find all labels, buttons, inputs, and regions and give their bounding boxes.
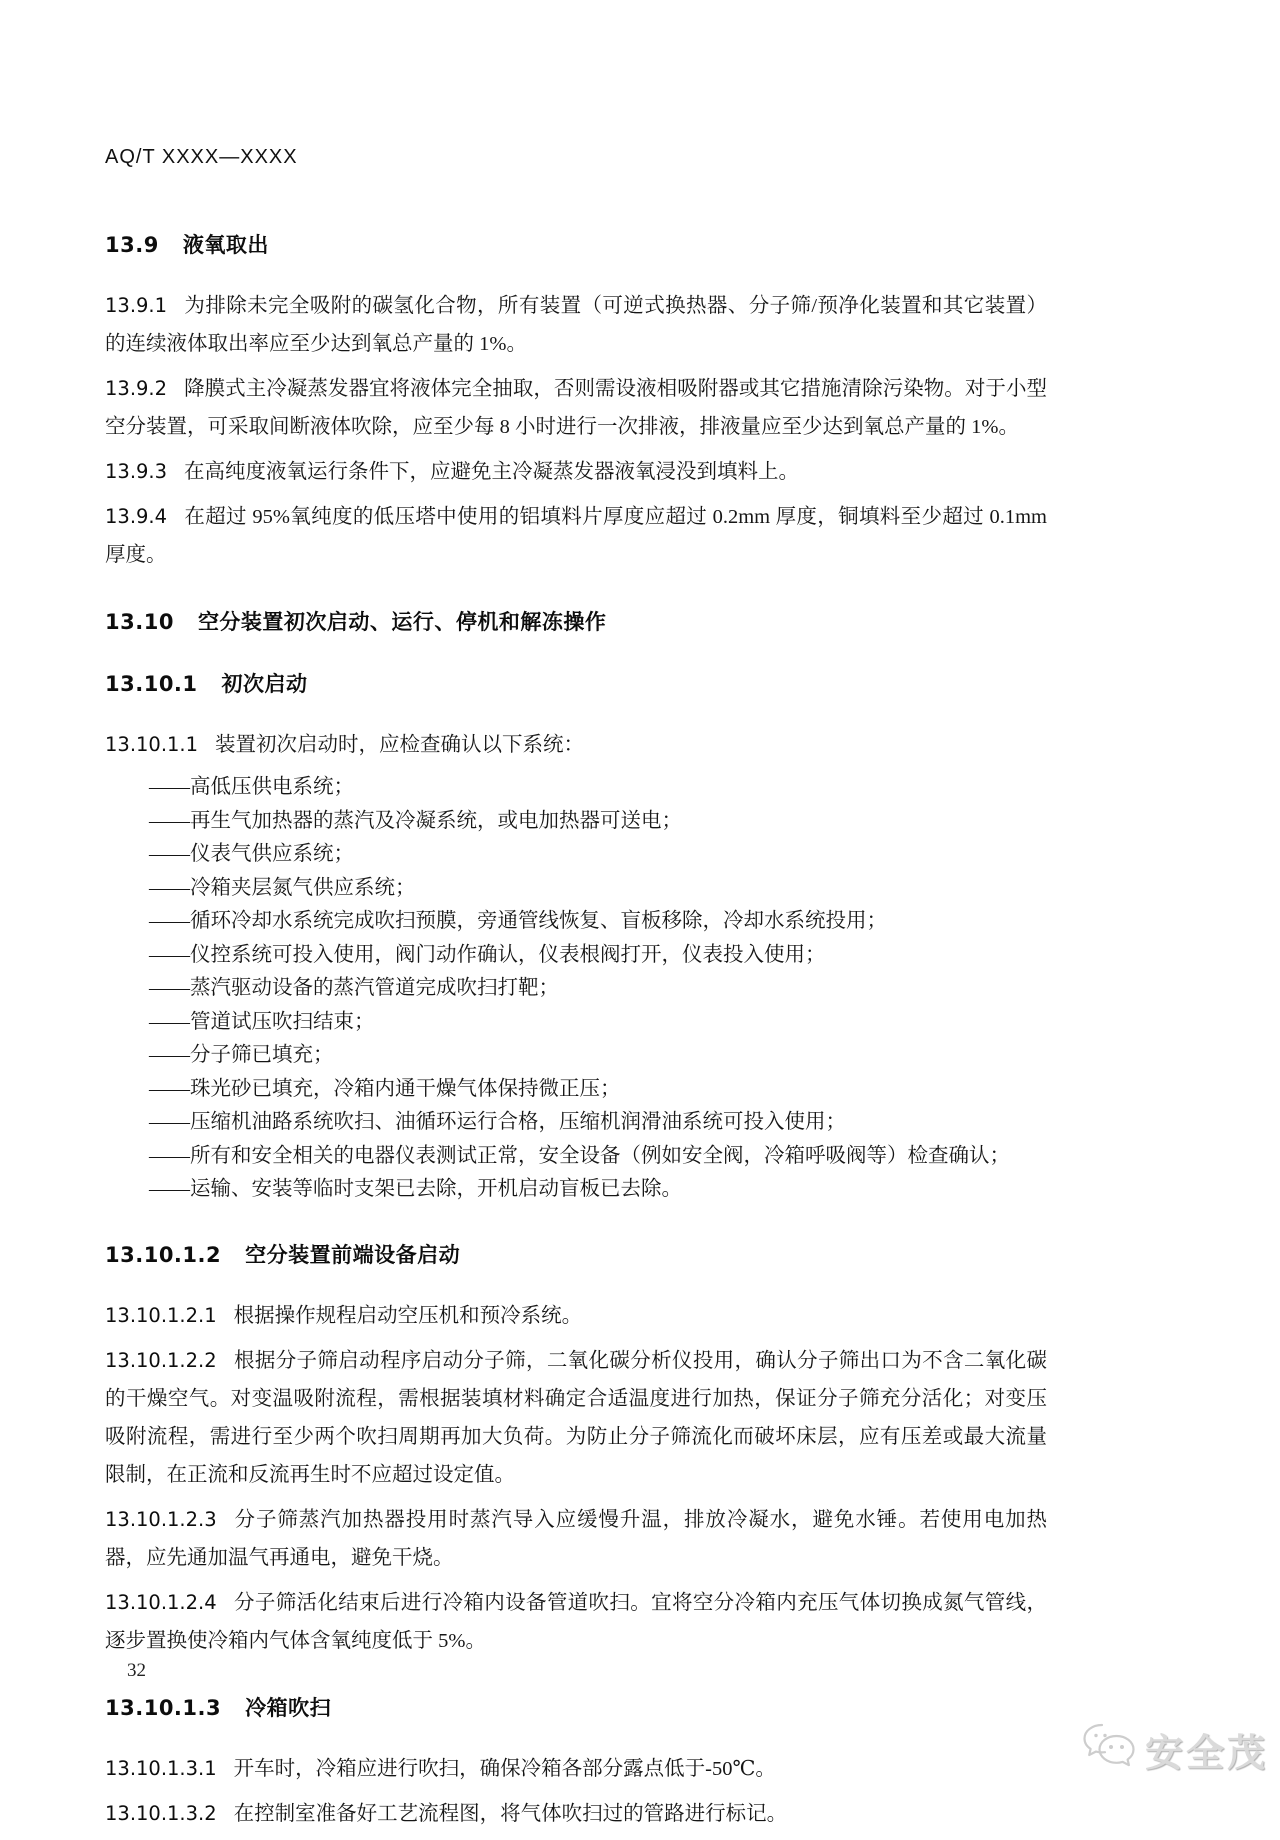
section-heading-13-10 [105,606,1047,636]
clause-13-9-2 [105,370,1047,446]
clause-13-10-1-2-4 [105,1584,1047,1660]
clause-text: 分子筛活化结束后进行冷箱内设备管道吹扫。宜将空分冷箱内充压气体切换成氮气管线，逐步置换使冷箱内气体含氧纯度低于 5%。 [105,1591,1047,1652]
clause-13-10-1-3-2 [105,1795,1047,1833]
watermark-text: 安全茂 [1145,1733,1269,1775]
checklist-item: ——珠光砂已填充，冷箱内通干燥气体保持微正压； [149,1077,621,1100]
clause-13-9-3 [105,453,1047,491]
standard-code-header: AQ/T XXXX—XXXX [105,146,298,168]
clause-number: 13.9.4 [105,505,168,528]
document-page-body [105,146,1047,1840]
clause-number: 13.10.1.1 [105,733,199,756]
clause-text: 根据分子筛启动程序启动分子筛，二氧化碳分析仪投用，确认分子筛出口为不含二氧化碳的干燥空气。对变温吸附流程，需根据装填材料确定合适温度进行加热，保证分子筛充分活化；对变压吸附流程，需进行至少两个吹扫周期再加大负荷。为防止分子筛流化而破坏床层，应有压差或最大流量限制，在正流和反流再生时不应超过设定值。 [105,1349,1047,1486]
clause-text: 在高纯度液氧运行条件下，应避免主冷凝蒸发器液氧浸没到填料上。 [184,461,800,483]
clause-number: 13.9.3 [105,460,168,483]
checklist-item: ——分子筛已填充； [149,1044,334,1066]
clause-text: 根据操作规程启动空压机和预冷系统。 [233,1304,583,1327]
checklist-item: ——仪控系统可投入使用，阀门动作确认，仪表根阀打开，仪表投入使用； [149,943,826,966]
clause-number: 13.9.1 [105,294,168,317]
checklist-item: ——冷箱夹层氮气供应系统； [149,876,416,899]
clause-number: 13.10.1.2.2 [105,1348,217,1372]
clause-text: 在控制室准备好工艺流程图，将气体吹扫过的管路进行标记。 [233,1802,788,1825]
checklist-item: ——仪表气供应系统； [149,843,354,865]
checklist-item: ——蒸汽驱动设备的蒸汽管道完成吹扫打靶； [149,977,559,999]
watermark [1080,1722,1268,1777]
section-heading-13-9 [105,229,1047,259]
section-title: 液氧取出 [182,234,269,257]
startup-checklist [105,771,1047,1207]
clause-13-10-1-2-3 [105,1501,1047,1577]
clause-number: 13.10.1.2.4 [105,1590,217,1614]
section-title: 初次启动 [221,673,308,696]
section-number: 13.10.1.3 [105,1695,222,1720]
checklist-item: ——循环冷却水系统完成吹扫预膜，旁通管线恢复、盲板移除，冷却水系统投用； [149,910,887,932]
checklist-item: ——高低压供电系统； [149,776,354,798]
clause-13-10-1-2-1 [105,1297,1047,1335]
checklist-item: ——管道试压吹扫结束； [149,1010,375,1033]
section-number: 13.10 [105,610,174,634]
clause-13-9-1 [105,287,1047,363]
section-heading-13-10-1-3 [105,1692,1047,1722]
clause-number: 13.9.2 [105,377,168,400]
section-title: 冷箱吹扫 [245,1696,332,1720]
clause-13-10-1-1 [105,726,1047,764]
checklist-item: ——压缩机油路系统吹扫、油循环运行合格，压缩机润滑油系统可投入使用； [149,1111,846,1133]
clause-number: 13.10.1.3.2 [105,1801,217,1825]
section-heading-13-10-1 [105,668,1047,698]
section-title: 空分装置前端设备启动 [245,1243,461,1267]
clause-13-9-4 [105,498,1047,574]
checklist-item: ——运输、安装等临时支架已去除，开机启动盲板已去除。 [149,1178,682,1200]
checklist-item: ——再生气加热器的蒸汽及冷凝系统，或电加热器可送电； [149,809,682,832]
section-number: 13.9 [105,233,159,257]
clause-text: 开车时，冷箱应进行吹扫，确保冷箱各部分露点低于-50℃。 [233,1757,776,1780]
clause-text: 装置初次启动时，应检查确认以下系统： [215,734,585,756]
wechat-icon [1080,1722,1138,1777]
clause-number: 13.10.1.2.3 [105,1507,217,1531]
section-number: 13.10.1.2 [105,1242,222,1267]
clause-text: 为排除未完全吸附的碳氢化合物，所有装置（可逆式换热器、分子筛/预净化装置和其它装置）的连续液体取出率应至少达到氧总产量的 1%。 [105,295,1047,355]
clause-number: 13.10.1.3.1 [105,1756,217,1780]
page-number: 32 [127,1660,146,1681]
clause-text: 在超过 95%氧纯度的低压塔中使用的铝填料片厚度应超过 0.2mm 厚度，铜填料至少超过 0.1mm 厚度。 [105,506,1047,566]
checklist-item: ——所有和安全相关的电器仪表测试正常，安全设备（例如安全阀，冷箱呼吸阀等）检查确认； [149,1144,1010,1167]
clause-text: 分子筛蒸汽加热器投用时蒸汽导入应缓慢升温，排放冷凝水，避免水锤。若使用电加热器，应先通加温气再通电，避免干烧。 [105,1508,1047,1569]
section-title: 空分装置初次启动、运行、停机和解冻操作 [197,611,607,634]
clause-13-10-1-3-1 [105,1750,1047,1788]
section-heading-13-10-1-2 [105,1239,1047,1269]
clause-text: 降膜式主冷凝蒸发器宜将液体完全抽取，否则需设液相吸附器或其它措施清除污染物。对于小型空分装置，可采取间断液体吹除，应至少每 8 小时进行一次排液，排液量应至少达到氧总产量的 1%。 [105,378,1047,438]
section-number: 13.10.1 [105,672,198,696]
clause-number: 13.10.1.2.1 [105,1303,217,1327]
clause-13-10-1-2-2 [105,1342,1047,1494]
